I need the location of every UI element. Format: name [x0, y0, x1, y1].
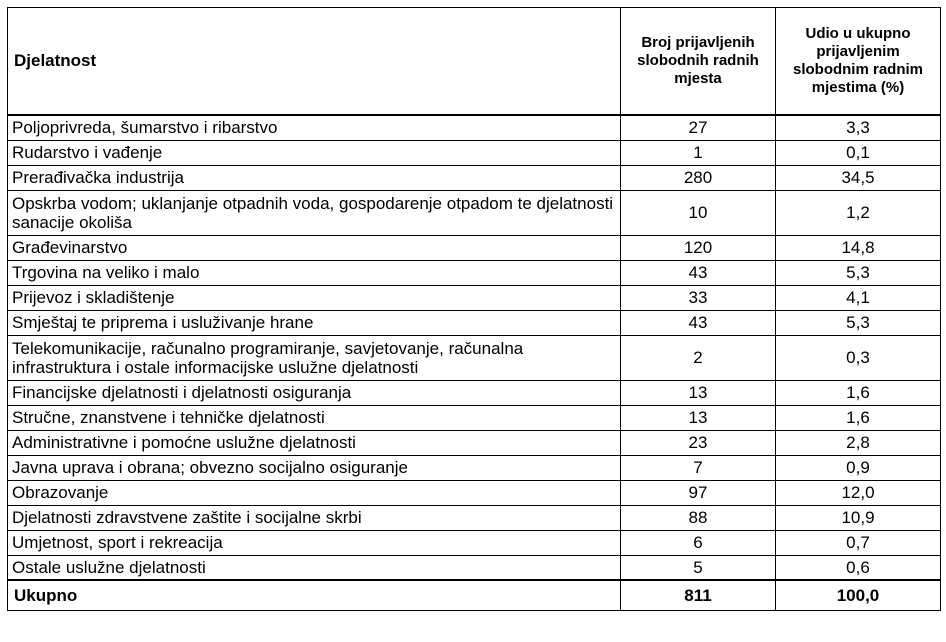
table-row: [8, 430, 941, 455]
row-share: 0,6: [776, 555, 941, 580]
row-activity: Obrazovanje: [8, 480, 621, 505]
row-count: 43: [621, 260, 776, 285]
row-activity: Administrativne i pomoćne uslužne djelatnosti: [8, 430, 621, 455]
row-count: 7: [621, 455, 776, 480]
row-share: 5,3: [776, 310, 941, 335]
row-share: 0,1: [776, 140, 941, 165]
header-activity: Djelatnost: [8, 8, 621, 116]
row-activity: Rudarstvo i vađenje: [8, 140, 621, 165]
row-share: 4,1: [776, 285, 941, 310]
total-row: [8, 580, 941, 611]
table-row: [8, 530, 941, 555]
row-share: 34,5: [776, 165, 941, 190]
row-count: 2: [621, 335, 776, 380]
row-activity: Stručne, znanstvene i tehničke djelatnosti: [8, 405, 621, 430]
row-share: 12,0: [776, 480, 941, 505]
row-count: 33: [621, 285, 776, 310]
row-activity: Ostale uslužne djelatnosti: [8, 555, 621, 580]
row-count: 120: [621, 235, 776, 260]
table-row: [8, 235, 941, 260]
table-row: [8, 310, 941, 335]
row-activity: Telekomunikacije, računalno programiranje, savjetovanje, računalna infrastruktura i ostale informacijske uslužne djelatnosti: [8, 335, 621, 380]
row-count: 27: [621, 115, 776, 140]
row-activity: Umjetnost, sport i rekreacija: [8, 530, 621, 555]
row-activity: Financijske djelatnosti i djelatnosti osiguranja: [8, 380, 621, 405]
row-count: 1: [621, 140, 776, 165]
row-activity: Građevinarstvo: [8, 235, 621, 260]
header-share: Udio u ukupno prijavljenim slobodnim radnim mjestima (%): [776, 8, 941, 116]
table-row: [8, 285, 941, 310]
table-row: [8, 165, 941, 190]
row-share: 0,7: [776, 530, 941, 555]
table-row: [8, 115, 941, 140]
total-label: Ukupno: [8, 580, 621, 611]
row-share: 14,8: [776, 235, 941, 260]
row-share: 1,6: [776, 380, 941, 405]
row-share: 2,8: [776, 430, 941, 455]
row-activity: Poljoprivreda, šumarstvo i ribarstvo: [8, 115, 621, 140]
row-share: 3,3: [776, 115, 941, 140]
row-activity: Opskrba vodom; uklanjanje otpadnih voda, gospodarenje otpadom te djelatnosti sanacije okoliša: [8, 190, 621, 235]
table-row: [8, 480, 941, 505]
table-row: [8, 455, 941, 480]
row-activity: Trgovina na veliko i malo: [8, 260, 621, 285]
row-activity: Javna uprava i obrana; obvezno socijalno osiguranje: [8, 455, 621, 480]
row-count: 5: [621, 555, 776, 580]
table-row: [8, 405, 941, 430]
table-row: [8, 380, 941, 405]
table-row: [8, 335, 941, 380]
table-row: [8, 555, 941, 580]
row-activity: Smještaj te priprema i usluživanje hrane: [8, 310, 621, 335]
row-share: 5,3: [776, 260, 941, 285]
table-row: [8, 190, 941, 235]
row-count: 97: [621, 480, 776, 505]
row-count: 13: [621, 405, 776, 430]
total-share: 100,0: [776, 580, 941, 611]
row-share: 1,6: [776, 405, 941, 430]
table-row: [8, 505, 941, 530]
header-count: Broj prijavljenih slobodnih radnih mjesta: [621, 8, 776, 116]
total-count: 811: [621, 580, 776, 611]
row-share: 0,3: [776, 335, 941, 380]
table-row: [8, 140, 941, 165]
row-count: 6: [621, 530, 776, 555]
row-count: 280: [621, 165, 776, 190]
row-count: 10: [621, 190, 776, 235]
row-activity: Djelatnosti zdravstvene zaštite i socijalne skrbi: [8, 505, 621, 530]
row-share: 0,9: [776, 455, 941, 480]
row-share: 10,9: [776, 505, 941, 530]
header-row: [8, 8, 941, 116]
row-count: 43: [621, 310, 776, 335]
vacancies-table: [7, 7, 941, 611]
row-share: 1,2: [776, 190, 941, 235]
table-row: [8, 260, 941, 285]
row-count: 13: [621, 380, 776, 405]
row-activity: Prijevoz i skladištenje: [8, 285, 621, 310]
row-count: 23: [621, 430, 776, 455]
row-activity: Prerađivačka industrija: [8, 165, 621, 190]
row-count: 88: [621, 505, 776, 530]
